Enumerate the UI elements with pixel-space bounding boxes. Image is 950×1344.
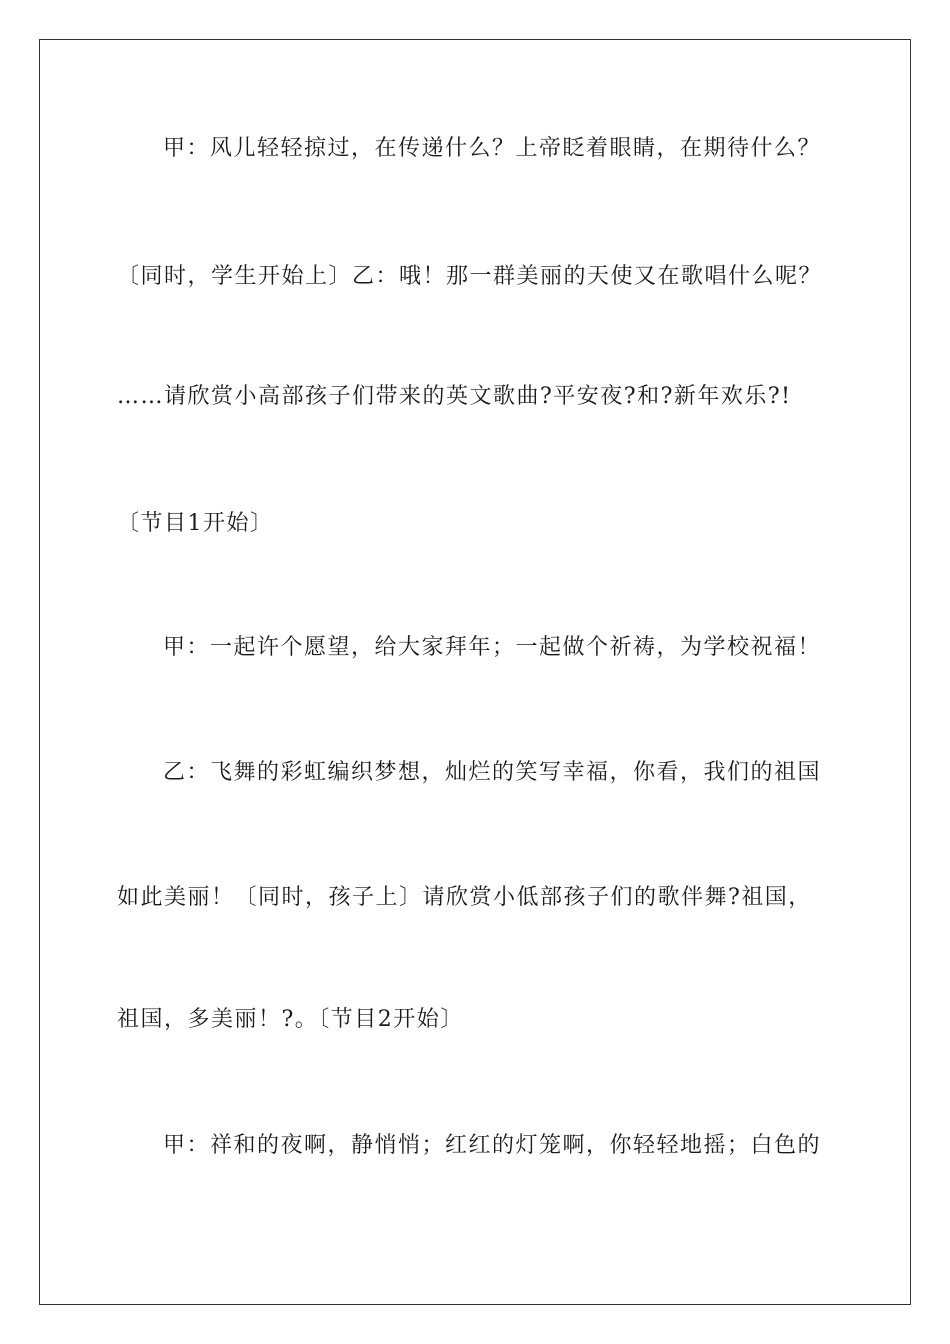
text-line-8: 祖国，多美丽！?。〔节目2开始〕 xyxy=(117,1007,464,1032)
text-line-6: 乙：飞舞的彩虹编织梦想，灿烂的笑写幸福，你看，我们的祖国 xyxy=(163,760,822,785)
text-line-5: 甲：一起许个愿望，给大家拜年；一起做个祈祷，为学校祝福！ xyxy=(163,635,822,660)
text-line-9: 甲：祥和的夜啊，静悄悄；红红的灯笼啊，你轻轻地摇；白色的 xyxy=(163,1133,822,1158)
text-line-3: ……请欣赏小高部孩子们带来的英文歌曲?平安夜?和?新年欢乐?! xyxy=(117,384,792,409)
page-border xyxy=(39,39,911,1305)
text-line-7: 如此美丽！〔同时，孩子上〕请欣赏小低部孩子们的歌伴舞?祖国， xyxy=(117,885,812,910)
text-line-1: 甲：风儿轻轻掠过，在传递什么？上帝眨着眼睛，在期待什么？ xyxy=(163,136,822,161)
text-line-4: 〔节目1开始〕 xyxy=(117,511,274,536)
text-line-2: 〔同时，学生开始上〕乙：哦！那一群美丽的天使又在歌唱什么呢？ xyxy=(117,264,823,289)
